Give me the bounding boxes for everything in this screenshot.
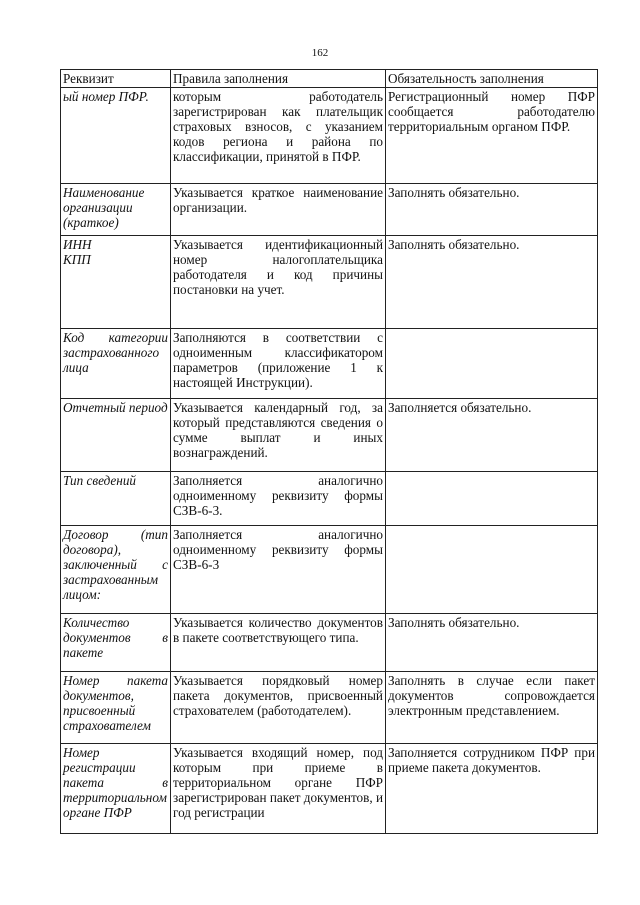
table-row xyxy=(61,672,598,744)
table-row xyxy=(61,399,598,472)
obligation-cell: Заполнять обязательно. xyxy=(386,184,598,236)
table-row xyxy=(61,526,598,614)
requisites-table xyxy=(60,69,598,834)
obligation-cell xyxy=(386,329,598,399)
requisite-cell: Договор (тип договора), заключенный с застрахованным лицом: xyxy=(61,526,171,614)
rule-cell: Указывается идентификационный номер налогоплательщика работодателя и код причины постановки на учет. xyxy=(171,236,386,329)
rule-cell: Заполняется аналогично одноименному реквизиту формы СЗВ-6-3 xyxy=(171,526,386,614)
requisite-cell: Отчетный период xyxy=(61,399,171,472)
obligation-cell xyxy=(386,472,598,526)
requisite-cell: Наименование организации (краткое) xyxy=(61,184,171,236)
requisite-cell: ИНН КПП xyxy=(61,236,171,329)
obligation-cell: Заполняется обязательно. xyxy=(386,399,598,472)
rule-cell: Указывается краткое наименование организации. xyxy=(171,184,386,236)
table-row xyxy=(61,329,598,399)
table-row xyxy=(61,88,598,184)
obligation-cell: Заполнять обязательно. xyxy=(386,614,598,672)
rule-cell: Указывается порядковый номер пакета документов, присвоенный страхователем (работодателем). xyxy=(171,672,386,744)
requisite-cell: Количество документов в пакете xyxy=(61,614,171,672)
requisite-cell: Номер пакета документов, присвоенный страхователем xyxy=(61,672,171,744)
rule-cell: которым работодатель зарегистрирован как плательщик страховых взносов, с указанием кодов региона и района по классификации, принятой в ПФР. xyxy=(171,88,386,184)
table-row xyxy=(61,472,598,526)
obligation-cell: Заполняется сотрудником ПФР при приеме пакета документов. xyxy=(386,744,598,834)
requisite-cell: Код категории застрахованного лица xyxy=(61,329,171,399)
obligation-cell: Заполнять в случае если пакет документов сопровождается электронным представлением. xyxy=(386,672,598,744)
header-rules: Правила заполнения xyxy=(171,70,386,88)
rule-cell: Указывается количество документов в пакете соответствующего типа. xyxy=(171,614,386,672)
page-number: 162 xyxy=(311,47,329,59)
requisite-cell: Тип сведений xyxy=(61,472,171,526)
rule-cell: Указывается календарный год, за который представляются сведения о сумме выплат и иных вознаграждений. xyxy=(171,399,386,472)
rule-cell: Заполняется аналогично одноименному реквизиту формы СЗВ-6-3. xyxy=(171,472,386,526)
table-row xyxy=(61,614,598,672)
header-requisite: Реквизит xyxy=(61,70,171,88)
requisite-cell: ый номер ПФР. xyxy=(61,88,171,184)
obligation-cell: Заполнять обязательно. xyxy=(386,236,598,329)
obligation-cell xyxy=(386,526,598,614)
table-row xyxy=(61,744,598,834)
obligation-cell: Регистрационный номер ПФР сообщается работодателю территориальным органом ПФР. xyxy=(386,88,598,184)
requisite-cell: Номер регистрации пакета в территориальном органе ПФР xyxy=(61,744,171,834)
table-row xyxy=(61,236,598,329)
rule-cell: Заполняются в соответствии с одноименным классификатором параметров (приложение 1 к настоящей Инструкции). xyxy=(171,329,386,399)
header-obligation: Обязательность заполнения xyxy=(386,70,598,88)
rule-cell: Указывается входящий номер, под которым при приеме в территориальном органе ПФР зарегистрирован пакет документов, и год регистрации xyxy=(171,744,386,834)
table-header-row xyxy=(61,70,598,88)
table-row xyxy=(61,184,598,236)
